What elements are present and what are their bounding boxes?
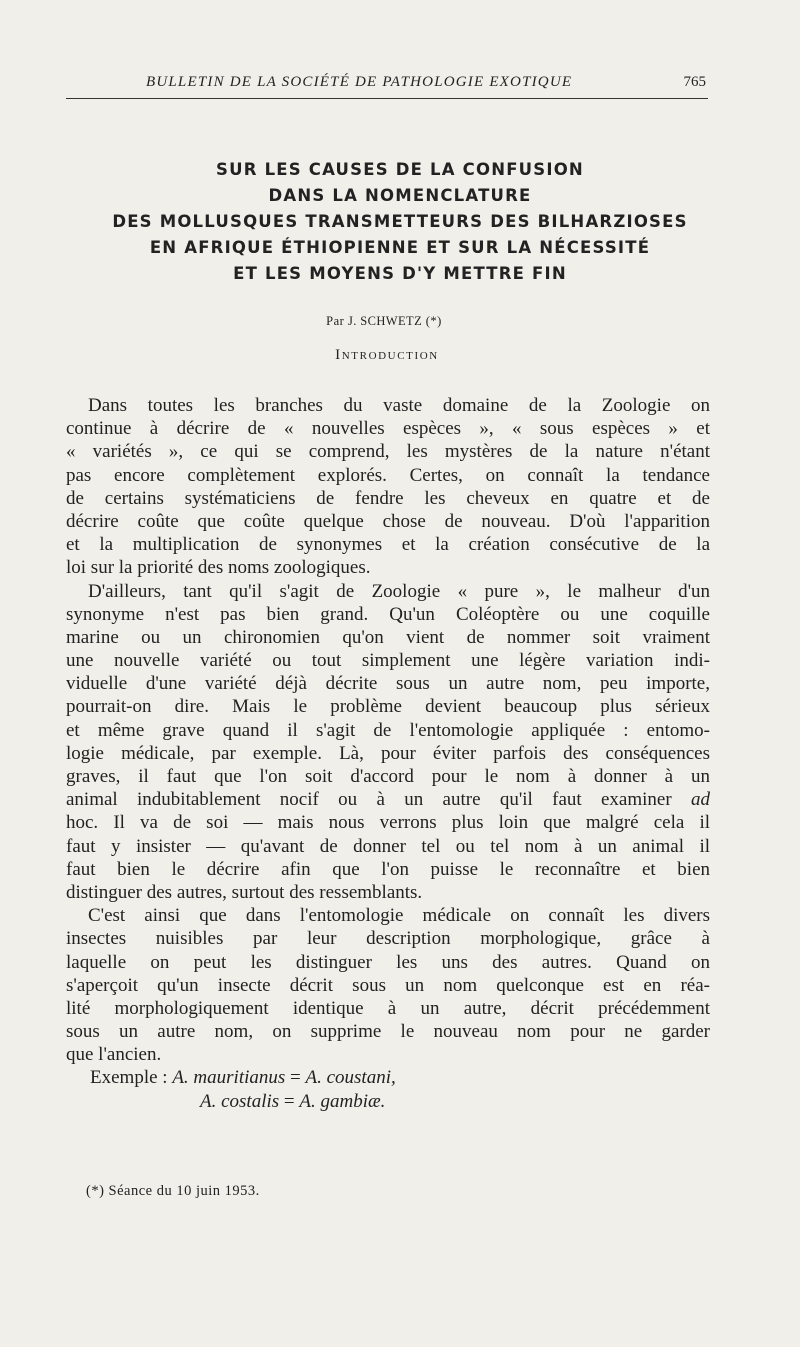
text-line: C'est ainsi que dans l'entomologie médicale on connaît les divers	[88, 905, 710, 927]
example-line	[66, 1066, 710, 1089]
text-line: insectes nuisibles par leur description morphologique, grâce à	[66, 928, 710, 950]
text-line: D'ailleurs, tant qu'il s'agit de Zoologie « pure », le malheur d'un	[88, 580, 710, 602]
title-line: ET LES MOYENS D'Y METTRE FIN	[233, 264, 567, 283]
example-label: Exemple :	[90, 1067, 168, 1089]
text-line: et la multiplication de synonymes et la création consécutive de la	[66, 534, 710, 556]
title-line: EN AFRIQUE ÉTHIOPIENNE ET SUR LA NÉCESSITÉ	[149, 238, 651, 257]
text-line: distinguer des autres, surtout des ressemblants.	[66, 881, 423, 903]
text-line: loi sur la priorité des noms zoologiques.	[66, 557, 371, 579]
text-line: logie médicale, par exemple. Là, pour éviter parfois des conséquences	[66, 742, 710, 764]
text-line: décrire coûte que coûte quelque chose de nouveau. D'où l'apparition	[66, 510, 710, 532]
text-line: « variétés », ce qui se comprend, les mystères de la nature n'étant	[66, 441, 710, 463]
species-name: A. coustani,	[305, 1067, 396, 1089]
text-line: lité morphologiquement identique à un autre, décrit précédemment	[66, 997, 710, 1019]
text-line: Dans toutes les branches du vaste domaine de la Zoologie on	[88, 395, 710, 416]
text-line: hoc. Il va de soi — mais nous verrons plus loin que malgré cela il	[66, 812, 710, 834]
author-name: J. SCHWETZ	[347, 314, 423, 328]
text-line: graves, il faut que l'on soit d'accord pour le nom à donner à un	[66, 766, 710, 787]
text-line: que l'ancien.	[66, 1044, 162, 1066]
text-line: une nouvelle variété ou tout simplement une légère variation indi-	[66, 650, 710, 672]
article-body	[66, 394, 710, 1113]
byline-prefix: Par	[326, 314, 345, 328]
text-line: synonyme n'est pas bien grand. Qu'un Coléoptère ou une coquille	[66, 603, 710, 625]
text-line: marine ou un chironomien qu'on vient de nommer soit vraiment	[66, 626, 710, 648]
text-line: continue à décrire de « nouvelles espèces », « sous espèces » et	[66, 418, 710, 440]
article-title	[40, 157, 760, 287]
text-line: de certains systématiciens de fendre les cheveux en quatre et de	[66, 487, 710, 509]
running-header	[66, 74, 708, 99]
text-line: pas encore complètement explorés. Certes, on connaît la tendance	[66, 464, 710, 486]
species-name: A. mauritianus	[172, 1067, 286, 1089]
text-line: faut y insister — qu'avant de donner tel ou tel nom à un animal il	[66, 835, 710, 857]
title-line: DES MOLLUSQUES TRANSMETTEURS DES BILHARZIOSES	[112, 212, 688, 231]
footnote: (*) Séance du 10 juin 1953.	[86, 1183, 260, 1199]
italic-term: ad	[691, 789, 711, 811]
text-line: sous un autre nom, on supprime le nouveau nom pour ne garder	[66, 1021, 710, 1043]
equals-sign: =	[290, 1067, 301, 1089]
species-name: A. gambiæ.	[299, 1090, 386, 1112]
equals-sign: =	[283, 1090, 295, 1112]
section-heading: Introduction	[335, 347, 439, 363]
text-line: faut bien le décrire afin que l'on puisse le reconnaître et bien	[66, 858, 710, 880]
text-fragment: animal indubitablement nocif ou à un autre qu'il faut examiner	[66, 789, 672, 811]
byline	[0, 314, 768, 329]
footnote-mark: (*)	[425, 314, 442, 328]
text-line: laquelle on peut les distinguer les uns des autres. Quand on	[66, 951, 710, 973]
title-line: SUR LES CAUSES DE LA CONFUSION	[216, 160, 584, 179]
title-line: DANS LA NOMENCLATURE	[268, 186, 532, 205]
text-line: et même grave quand il s'agit de l'entomologie appliquée : entomo-	[66, 719, 710, 741]
text-line: viduelle d'une variété déjà décrite sous un autre nom, peu importe,	[66, 673, 710, 695]
page-number: 765	[683, 74, 706, 90]
text-line: s'aperçoit qu'un insecte décrit sous un nom quelconque est en réa-	[66, 974, 710, 996]
journal-title: BULLETIN DE LA SOCIÉTÉ DE PATHOLOGIE EXOTIQUE	[146, 74, 573, 90]
species-name: A. costalis	[200, 1090, 280, 1112]
example-line	[66, 1090, 710, 1113]
text-line: pourrait-on dire. Mais le problème devient beaucoup plus sérieux	[66, 696, 710, 718]
text-line	[66, 788, 710, 811]
